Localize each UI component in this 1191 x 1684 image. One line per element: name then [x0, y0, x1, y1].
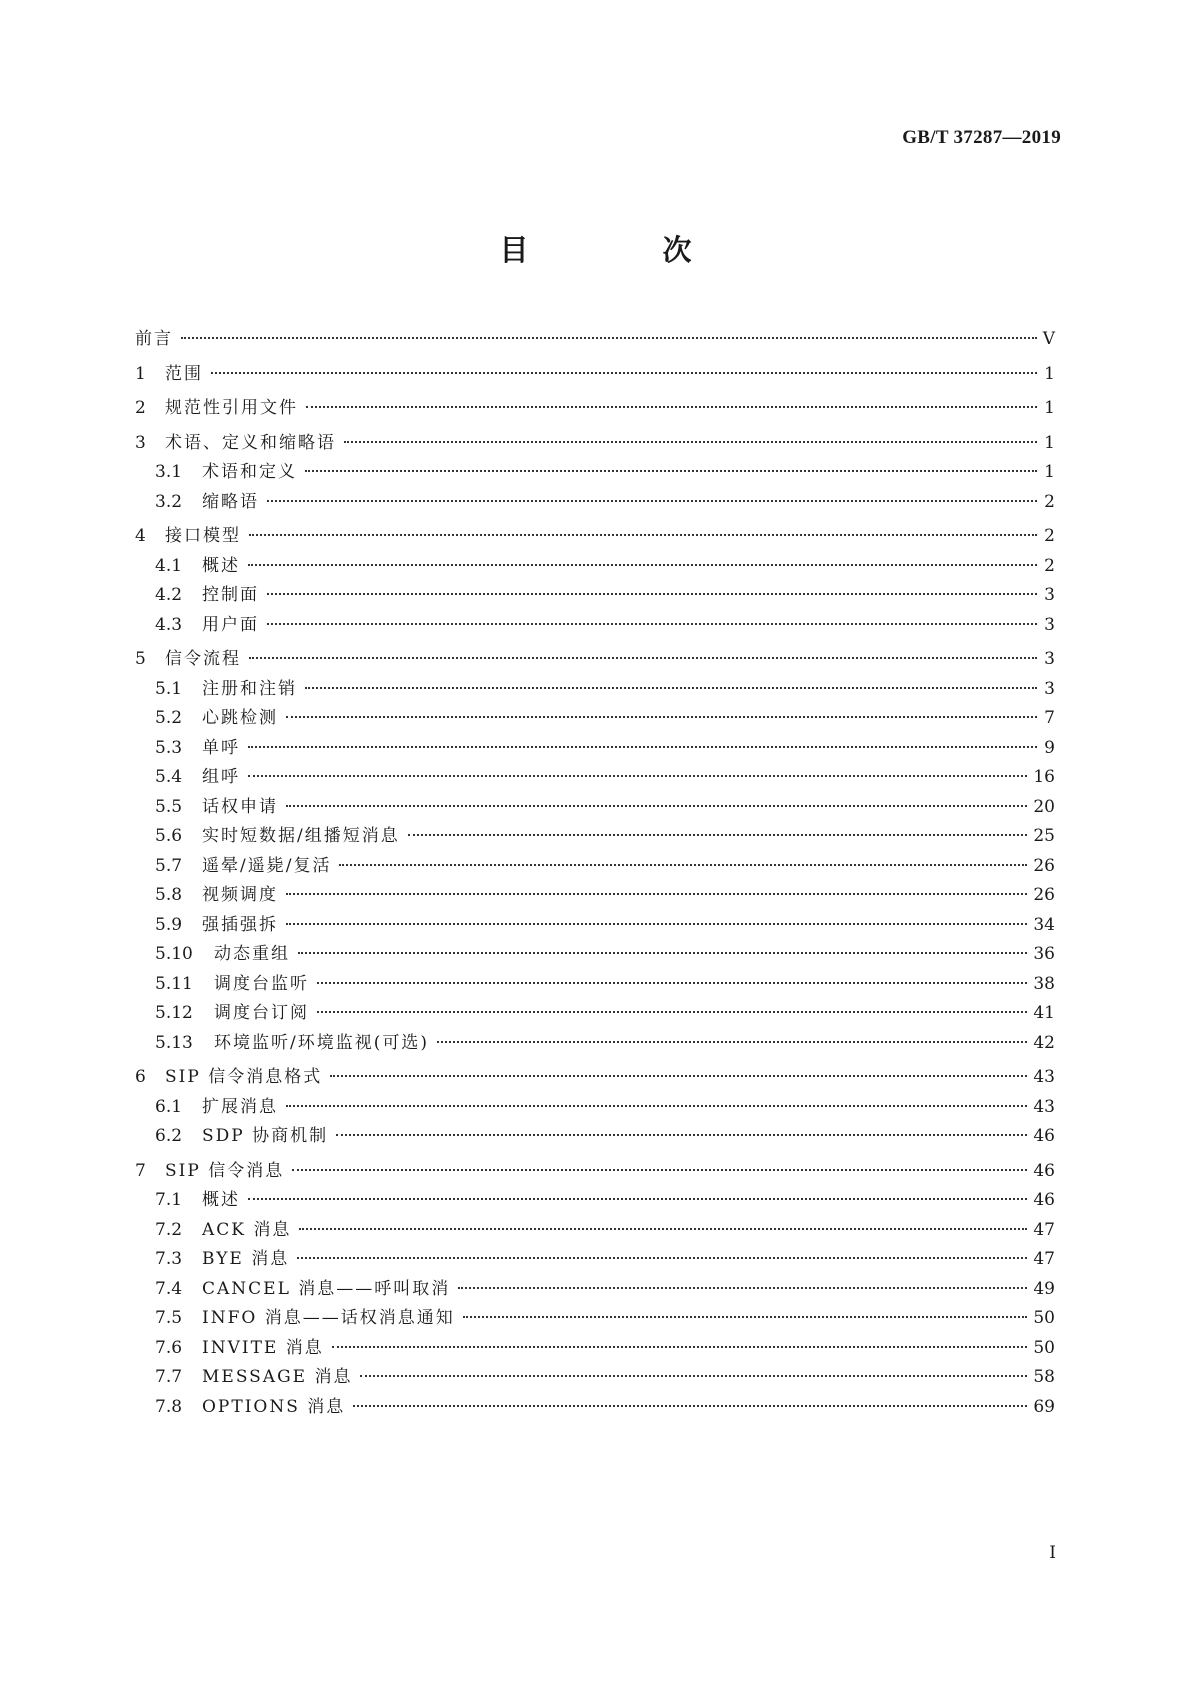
toc-entry-page: 43 — [1033, 1096, 1055, 1117]
toc-entry-label: 缩略语 — [202, 491, 259, 512]
toc-entry-label: SIP 信令消息格式 — [165, 1067, 323, 1087]
toc-entry-page: 3 — [1044, 585, 1055, 605]
toc-entry-page: 2 — [1044, 491, 1055, 512]
toc-entry-label: 调度台监听 — [214, 973, 309, 994]
toc-entry-number: 3 — [135, 432, 146, 453]
toc-leader-dots — [297, 1256, 1027, 1259]
toc-leader-dots — [437, 1040, 1027, 1043]
toc-entry-label: INVITE 消息 — [202, 1337, 324, 1358]
toc-leader-dots — [332, 1345, 1028, 1348]
toc-entry-label: 环境监听/环境监视(可选) — [214, 1032, 429, 1053]
toc-leader-dots — [463, 1315, 1028, 1318]
toc-entry-label: INFO 消息——话权消息通知 — [202, 1308, 455, 1328]
toc-entry-label: 术语、定义和缩略语 — [165, 432, 336, 453]
toc-leader-dots — [330, 1074, 1027, 1077]
toc-entry[interactable] — [135, 1125, 1055, 1147]
toc-entry-number: 3.2 — [155, 491, 183, 512]
toc-entry-number: 2 — [135, 398, 146, 418]
toc-entry[interactable] — [135, 1248, 1055, 1270]
toc-entry-page: 69 — [1033, 1396, 1055, 1417]
toc-entry-number: 7.6 — [155, 1337, 183, 1358]
toc-entry[interactable] — [135, 1096, 1055, 1118]
toc-entry[interactable] — [135, 1032, 1055, 1054]
toc-leader-dots — [317, 981, 1027, 984]
toc-entry-number: 7.8 — [155, 1396, 183, 1417]
toc-entry-label: 调度台订阅 — [214, 1003, 309, 1023]
toc-entry-number: 7.4 — [155, 1278, 183, 1299]
toc-entry-number: 4.1 — [155, 555, 183, 576]
toc-entry[interactable] — [135, 328, 1055, 350]
toc-entry-number: 5.6 — [155, 826, 183, 846]
toc-leader-dots — [344, 440, 1037, 443]
toc-entry-label: 控制面 — [202, 585, 259, 605]
toc-entry-page: 46 — [1033, 1160, 1055, 1181]
toc-leader-dots — [458, 1286, 1027, 1289]
toc-entry-page: 2 — [1044, 555, 1055, 576]
toc-entry[interactable] — [135, 678, 1055, 700]
toc-entry-label: 组呼 — [202, 767, 240, 787]
toc-entry[interactable] — [135, 943, 1055, 965]
toc-entry[interactable] — [135, 973, 1055, 995]
toc-entry-label: 用户面 — [202, 614, 259, 635]
toc-entry-page: 20 — [1033, 796, 1055, 817]
toc-entry-page: 36 — [1033, 944, 1055, 964]
toc-entry-page: 46 — [1033, 1190, 1055, 1210]
toc-entry[interactable] — [135, 1219, 1055, 1241]
toc-entry-number: 5.5 — [155, 796, 183, 817]
toc-leader-dots — [286, 804, 1027, 807]
toc-leader-dots — [353, 1404, 1027, 1407]
toc-entry[interactable] — [135, 432, 1055, 454]
toc-entry-number: 5.3 — [155, 737, 183, 758]
toc-entry[interactable] — [135, 825, 1055, 847]
toc-entry-number: 5.10 — [155, 944, 193, 964]
toc-entry[interactable] — [135, 1002, 1055, 1024]
toc-entry-number: 6.1 — [155, 1096, 183, 1117]
footer-page-number: I — [1049, 1543, 1056, 1563]
toc-entry-label: 范围 — [165, 363, 203, 384]
toc-entry-page: 46 — [1033, 1126, 1055, 1146]
toc-entry-label: 术语和定义 — [202, 462, 297, 482]
toc-entry[interactable] — [135, 461, 1055, 483]
toc-entry-label: 动态重组 — [214, 944, 290, 964]
toc-entry[interactable] — [135, 1307, 1055, 1329]
toc-entry-page: 1 — [1044, 432, 1055, 453]
toc-entry-number: 6 — [135, 1067, 146, 1087]
toc-entry-page: V — [1042, 329, 1055, 349]
toc-entry-page: 26 — [1033, 855, 1055, 876]
table-of-contents — [135, 328, 1055, 1418]
toc-entry-page: 47 — [1033, 1249, 1055, 1269]
toc-leader-dots — [211, 371, 1037, 374]
toc-entry-number: 7.3 — [155, 1249, 183, 1269]
toc-entry-page: 7 — [1044, 708, 1055, 728]
toc-leader-dots — [248, 774, 1027, 777]
toc-entry[interactable] — [135, 884, 1055, 906]
toc-entry-page: 3 — [1044, 649, 1055, 669]
standard-code: GB/T 37287—2019 — [902, 127, 1061, 148]
toc-entry-label: SDP 协商机制 — [202, 1126, 329, 1146]
toc-entry-page: 9 — [1044, 737, 1055, 758]
toc-leader-dots — [248, 745, 1037, 748]
toc-entry-page: 49 — [1033, 1278, 1055, 1299]
toc-leader-dots — [298, 951, 1027, 954]
toc-entry-page: 3 — [1044, 614, 1055, 635]
toc-entry[interactable] — [135, 766, 1055, 788]
toc-entry[interactable] — [135, 796, 1055, 818]
toc-entry-label: BYE 消息 — [202, 1249, 290, 1269]
toc-entry-label: 心跳检测 — [202, 708, 278, 728]
toc-entry[interactable] — [135, 1396, 1055, 1418]
toc-entry-number: 1 — [135, 363, 146, 384]
toc-leader-dots — [248, 563, 1037, 566]
toc-entry-number: 5.8 — [155, 885, 183, 905]
toc-leader-dots — [249, 533, 1037, 536]
toc-entry[interactable] — [135, 855, 1055, 877]
toc-leader-dots — [267, 592, 1037, 595]
toc-leader-dots — [181, 336, 1037, 339]
toc-leader-dots — [267, 622, 1037, 625]
toc-entry-number: 3.1 — [155, 462, 183, 482]
toc-leader-dots — [305, 469, 1037, 472]
toc-entry-label: MESSAGE 消息 — [202, 1367, 353, 1387]
toc-entry[interactable] — [135, 707, 1055, 729]
toc-entry-label: 注册和注销 — [202, 678, 297, 699]
toc-entry[interactable] — [135, 1337, 1055, 1359]
toc-leader-dots — [286, 1104, 1027, 1107]
toc-entry[interactable] — [135, 525, 1055, 547]
toc-entry-label: 接口模型 — [165, 526, 241, 546]
toc-entry[interactable] — [135, 614, 1055, 636]
toc-entry-page: 38 — [1033, 973, 1055, 994]
toc-entry-label: 视频调度 — [202, 885, 278, 905]
toc-leader-dots — [286, 892, 1027, 895]
toc-entry-page: 42 — [1033, 1032, 1055, 1053]
toc-entry-label: 前言 — [135, 329, 173, 349]
toc-entry-page: 16 — [1033, 767, 1055, 787]
toc-leader-dots — [248, 1197, 1027, 1200]
toc-leader-dots — [317, 1010, 1027, 1013]
toc-entry[interactable] — [135, 1066, 1055, 1088]
toc-entry-page: 1 — [1044, 398, 1055, 418]
toc-leader-dots — [267, 499, 1037, 502]
toc-entry-number: 5.1 — [155, 678, 183, 699]
toc-entry-page: 1 — [1044, 363, 1055, 384]
toc-entry-label: 扩展消息 — [202, 1096, 278, 1117]
toc-entry-page: 50 — [1033, 1308, 1055, 1328]
toc-entry-page: 34 — [1033, 914, 1055, 935]
toc-entry-label: 规范性引用文件 — [165, 398, 298, 418]
toc-entry-label: 信令流程 — [165, 649, 241, 669]
toc-entry[interactable] — [135, 491, 1055, 513]
toc-entry[interactable] — [135, 555, 1055, 577]
toc-entry-label: 实时短数据/组播短消息 — [202, 826, 400, 846]
toc-entry-number: 5.11 — [155, 973, 193, 994]
toc-entry-page: 47 — [1033, 1219, 1055, 1240]
toc-entry-page: 25 — [1033, 826, 1055, 846]
toc-entry-number: 6.2 — [155, 1126, 183, 1146]
toc-leader-dots — [306, 405, 1037, 408]
toc-entry[interactable] — [135, 737, 1055, 759]
toc-leader-dots — [286, 715, 1037, 718]
toc-entry-number: 7.2 — [155, 1219, 183, 1240]
toc-entry-number: 5.7 — [155, 855, 183, 876]
toc-entry-number: 7.1 — [155, 1190, 183, 1210]
toc-entry[interactable] — [135, 1160, 1055, 1182]
toc-entry[interactable] — [135, 648, 1055, 670]
toc-entry-label: CANCEL 消息——呼叫取消 — [202, 1278, 451, 1299]
toc-entry-number: 5.9 — [155, 914, 183, 935]
toc-entry-number: 5.12 — [155, 1003, 193, 1023]
toc-leader-dots — [339, 863, 1027, 866]
toc-entry-page: 43 — [1033, 1067, 1055, 1087]
toc-entry-number: 5.2 — [155, 708, 183, 728]
toc-entry-page: 1 — [1044, 462, 1055, 482]
toc-entry-label: SIP 信令消息 — [165, 1160, 285, 1181]
toc-entry-label: 概述 — [202, 1190, 240, 1210]
toc-entry-label: 单呼 — [202, 737, 240, 758]
toc-entry-page: 50 — [1033, 1337, 1055, 1358]
toc-entry-number: 4.3 — [155, 614, 183, 635]
toc-entry-page: 3 — [1044, 678, 1055, 699]
toc-entry-number: 4 — [135, 526, 146, 546]
toc-entry-label: 遥晕/遥毙/复活 — [202, 855, 332, 876]
toc-leader-dots — [292, 1168, 1027, 1171]
toc-entry[interactable] — [135, 584, 1055, 606]
toc-leader-dots — [286, 922, 1027, 925]
toc-entry-page: 58 — [1033, 1367, 1055, 1387]
toc-entry-number: 7.5 — [155, 1308, 183, 1328]
toc-entry-number: 5 — [135, 649, 146, 669]
toc-entry[interactable] — [135, 914, 1055, 936]
toc-entry[interactable] — [135, 363, 1055, 385]
toc-entry-number: 4.2 — [155, 585, 183, 605]
toc-entry[interactable] — [135, 397, 1055, 419]
toc-entry[interactable] — [135, 1366, 1055, 1388]
toc-leader-dots — [360, 1374, 1027, 1377]
toc-entry-label: ACK 消息 — [202, 1219, 292, 1240]
toc-leader-dots — [408, 833, 1028, 836]
toc-entry-label: 强插强拆 — [202, 914, 278, 935]
toc-entry-label: 话权申请 — [202, 796, 278, 817]
toc-entry-page: 26 — [1033, 885, 1055, 905]
toc-entry-number: 5.4 — [155, 767, 183, 787]
toc-entry-number: 7 — [135, 1160, 146, 1181]
toc-entry-number: 7.7 — [155, 1367, 183, 1387]
toc-leader-dots — [249, 656, 1037, 659]
toc-entry[interactable] — [135, 1189, 1055, 1211]
toc-entry-label: OPTIONS 消息 — [202, 1396, 346, 1417]
toc-entry-label: 概述 — [202, 555, 240, 576]
toc-entry-page: 41 — [1033, 1003, 1055, 1023]
page-title: 目 次 — [499, 233, 754, 267]
toc-leader-dots — [305, 686, 1037, 689]
toc-leader-dots — [299, 1227, 1027, 1230]
toc-leader-dots — [336, 1133, 1027, 1136]
toc-entry-page: 2 — [1044, 526, 1055, 546]
toc-entry[interactable] — [135, 1278, 1055, 1300]
toc-entry-number: 5.13 — [155, 1032, 193, 1053]
